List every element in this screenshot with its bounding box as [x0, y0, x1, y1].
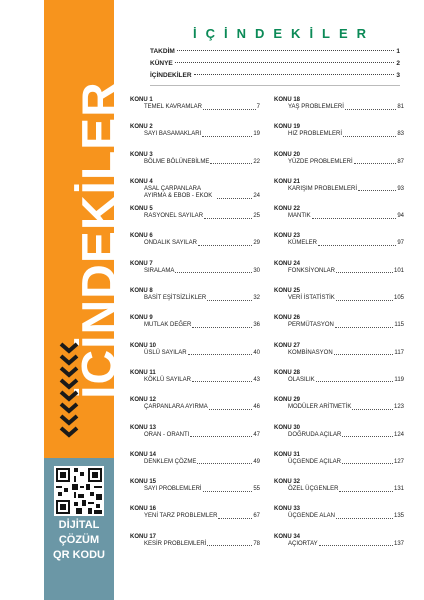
front-matter-row[interactable]	[150, 60, 400, 72]
toc-unit[interactable]	[274, 505, 404, 532]
unit-number: KONU 12	[130, 397, 157, 404]
unit-number: KONU 18	[274, 97, 301, 103]
unit-title: BASİT EŞİTSİZLİKLER	[144, 295, 207, 302]
leader-dots	[335, 327, 394, 328]
page-number: 78	[253, 540, 260, 547]
toc-unit[interactable]	[274, 533, 404, 560]
toc-entry	[130, 159, 260, 167]
unit-title: ONDALIK SAYILAR	[144, 240, 197, 247]
toc-unit[interactable]	[130, 533, 260, 560]
page-number: 83	[397, 131, 404, 138]
page-number: 3	[396, 72, 400, 79]
toc-unit[interactable]	[274, 205, 404, 232]
toc-column-right	[274, 96, 404, 560]
leader-dots	[336, 300, 393, 301]
toc-unit[interactable]	[130, 396, 260, 423]
toc-entry	[130, 295, 260, 303]
unit-number: KONU 31	[274, 451, 301, 458]
toc-entry	[130, 104, 260, 112]
toc-unit[interactable]	[130, 260, 260, 287]
page-number: 101	[393, 267, 404, 274]
toc-entry	[274, 322, 404, 330]
toc-unit[interactable]	[274, 151, 404, 178]
leader-dots	[198, 245, 252, 246]
unit-number: KONU 20	[274, 151, 301, 158]
toc-unit[interactable]	[130, 151, 260, 178]
unit-number: KONU 19	[274, 124, 301, 131]
unit-title: KESİR PROBLEMLERİ	[144, 540, 207, 547]
unit-title: MUTLAK DEĞER	[144, 322, 192, 329]
unit-title: VERİ İSTATİSTİK	[288, 295, 335, 302]
qr-label	[44, 518, 114, 563]
leader-dots	[352, 409, 393, 410]
toc-unit[interactable]	[130, 287, 260, 314]
unit-title: MANTIK	[288, 213, 311, 220]
leader-dots	[190, 436, 252, 437]
toc-unit[interactable]	[274, 178, 404, 205]
unit-title: ÖZEL ÜÇGENLER	[288, 486, 339, 493]
toc-unit[interactable]	[130, 478, 260, 505]
page-number: 43	[253, 376, 260, 383]
chevron-down-icon	[58, 340, 80, 450]
qr-label-line: ÇÖZÜM	[58, 534, 100, 546]
leader-dots	[202, 136, 252, 137]
toc-unit[interactable]	[274, 232, 404, 259]
toc-unit[interactable]	[130, 424, 260, 451]
page-number: 46	[253, 404, 260, 411]
leader-dots	[319, 545, 393, 546]
toc-entry	[130, 268, 260, 276]
toc-entry	[274, 404, 404, 412]
unit-title: ÜÇGENDE AÇILAR	[288, 458, 342, 465]
page-number: 94	[397, 213, 404, 220]
page-title: İÇİNDEKİLER	[193, 26, 376, 41]
toc-entry	[274, 541, 404, 549]
unit-number: KONU 34	[274, 533, 301, 540]
unit-title: ÜSLÜ SAYILAR	[144, 349, 187, 356]
toc-unit[interactable]	[274, 342, 404, 369]
page-number: 19	[253, 131, 260, 138]
toc-unit[interactable]	[274, 287, 404, 314]
unit-title: YENİ TARZ PROBLEMLER	[144, 513, 218, 520]
unit-title: KÜMELER	[288, 240, 318, 247]
leader-dots	[192, 327, 252, 328]
toc-entry	[274, 513, 404, 521]
unit-number: KONU 14	[130, 451, 157, 458]
toc-unit[interactable]	[274, 369, 404, 396]
front-matter-label: KÜNYE	[150, 60, 173, 67]
page-number: 47	[253, 431, 260, 438]
toc-entry	[274, 295, 404, 303]
unit-number: KONU 16	[130, 506, 157, 513]
toc-unit[interactable]	[130, 314, 260, 341]
unit-title: ÜÇGENDE ALAN	[288, 513, 336, 520]
toc-entry	[130, 432, 260, 440]
unit-number: KONU 25	[274, 288, 301, 295]
page-number: 115	[394, 322, 404, 329]
leader-dots	[336, 272, 393, 273]
leader-dots	[207, 300, 252, 301]
page-number: 2	[396, 60, 400, 67]
leader-dots	[194, 74, 395, 75]
page-number: 67	[253, 513, 260, 520]
unit-number: KONU 8	[130, 288, 153, 295]
toc-entry	[130, 377, 260, 385]
toc-entry	[130, 404, 260, 412]
front-matter-row[interactable]	[150, 72, 400, 84]
toc-unit[interactable]	[130, 342, 260, 369]
unit-title: DENKLEM ÇÖZME	[144, 458, 197, 465]
page-number: 30	[253, 267, 260, 274]
page-number: 25	[253, 213, 260, 220]
unit-number: KONU 21	[274, 178, 301, 185]
toc-entry	[274, 459, 404, 467]
leader-dots	[192, 381, 252, 382]
page-number: 123	[393, 404, 404, 411]
unit-title: ORAN - ORANTI	[144, 431, 190, 438]
leader-dots	[316, 381, 394, 382]
front-matter	[150, 48, 400, 84]
leader-dots	[342, 436, 393, 437]
front-matter-row[interactable]	[150, 48, 400, 60]
toc-entry	[130, 213, 260, 221]
toc-entry	[274, 432, 404, 440]
leader-dots	[203, 491, 253, 492]
toc-entry	[274, 131, 404, 139]
toc-unit[interactable]	[130, 205, 260, 232]
page-number: 7	[256, 104, 260, 110]
leader-dots	[339, 491, 393, 492]
page-number: 29	[253, 240, 260, 247]
unit-title: MODÜLER ARİTMETİK	[288, 404, 352, 411]
page-number: 49	[253, 458, 260, 465]
unit-title: HIZ PROBLEMLERİ	[288, 131, 343, 138]
qr-label-line: DİJİTAL	[58, 519, 100, 531]
toc-entry	[274, 186, 404, 194]
toc-unit[interactable]	[130, 232, 260, 259]
leader-dots	[204, 218, 252, 219]
unit-number: KONU 29	[274, 397, 301, 404]
leader-dots	[175, 272, 252, 273]
unit-number: KONU 26	[274, 315, 301, 322]
page-number: 36	[253, 322, 260, 329]
page-number: 24	[253, 193, 260, 200]
unit-title: SIRALAMA	[144, 267, 175, 274]
page-number: 131	[393, 486, 404, 493]
leader-dots	[197, 463, 252, 464]
toc-unit[interactable]	[274, 478, 404, 505]
leader-dots	[354, 163, 397, 164]
toc-unit[interactable]	[130, 178, 260, 205]
toc-entry	[274, 104, 404, 112]
qr-code-icon[interactable]	[54, 466, 104, 516]
toc-entry	[130, 513, 260, 521]
leader-dots	[188, 354, 253, 355]
divider	[150, 85, 400, 86]
page-number: 97	[397, 240, 404, 247]
leader-dots	[218, 518, 252, 519]
toc-entry	[130, 322, 260, 330]
unit-title: KÖKLÜ SAYILAR	[144, 376, 191, 383]
unit-title: ÇARPANLARA AYIRMA	[144, 404, 208, 411]
leader-dots	[336, 518, 393, 519]
toc-entry	[274, 240, 404, 248]
toc-unit[interactable]	[130, 123, 260, 150]
unit-title: RASYONEL SAYILAR	[144, 213, 204, 220]
unit-number: KONU 23	[274, 233, 301, 240]
toc-unit[interactable]	[274, 96, 404, 123]
front-matter-label: İÇİNDEKİLER	[150, 72, 192, 79]
page-number: 119	[394, 376, 404, 383]
toc-unit[interactable]	[274, 424, 404, 451]
unit-title: YAŞ PROBLEMLERİ	[288, 104, 344, 110]
page-number: 81	[397, 104, 404, 110]
leader-dots	[175, 62, 395, 63]
orange-banner	[44, 0, 127, 458]
page-number: 135	[393, 513, 404, 520]
page-number: 40	[253, 349, 260, 356]
leader-dots	[345, 109, 396, 110]
toc-unit[interactable]	[274, 123, 404, 150]
unit-title: PERMÜTASYON	[288, 322, 334, 329]
unit-number: KONU 24	[274, 260, 301, 267]
toc-entry	[274, 377, 404, 385]
leader-dots	[210, 163, 252, 164]
unit-title: DOĞRUDA AÇILAR	[288, 431, 342, 438]
page-number: 32	[253, 295, 260, 302]
toc-entry	[274, 213, 404, 221]
toc-entry	[130, 486, 260, 494]
leader-dots	[318, 245, 396, 246]
unit-number: KONU 32	[274, 479, 301, 486]
page-number: 105	[393, 295, 404, 302]
leader-dots	[203, 109, 256, 110]
page-number: 87	[397, 158, 404, 165]
toc-unit[interactable]	[274, 451, 404, 478]
unit-number: KONU 11	[130, 369, 156, 376]
toc-entry	[274, 350, 404, 358]
toc-unit[interactable]	[130, 369, 260, 396]
vertical-title: İÇİNDEKİLER	[73, 81, 127, 399]
unit-title: SAYI BASAMAKLARI	[144, 131, 202, 138]
toc-entry	[130, 240, 260, 248]
toc-unit[interactable]	[130, 505, 260, 532]
front-matter-label: TAKDİM	[150, 48, 175, 55]
toc-entry	[274, 486, 404, 494]
unit-number: KONU 30	[274, 424, 301, 431]
unit-title: FONKSİYONLAR	[288, 267, 336, 274]
toc-unit[interactable]	[274, 314, 404, 341]
page-number: 137	[393, 540, 404, 547]
page-number: 117	[394, 349, 404, 356]
page-number: 127	[393, 458, 404, 465]
leader-dots	[207, 545, 252, 546]
page-number: 1	[396, 48, 400, 55]
unit-number: KONU 22	[274, 206, 301, 213]
leader-dots	[342, 463, 393, 464]
toc-entry	[274, 159, 404, 167]
leader-dots	[177, 50, 395, 51]
leader-dots	[334, 354, 394, 355]
toc-column-left	[130, 96, 260, 560]
unit-title: BÖLME BÖLÜNEBİLME	[144, 158, 210, 165]
toc-entry	[130, 186, 260, 201]
unit-number: KONU 5	[130, 206, 153, 213]
qr-panel	[44, 458, 114, 600]
leader-dots	[217, 198, 252, 199]
unit-number: KONU 6	[130, 233, 153, 240]
page-number: 22	[253, 158, 260, 165]
toc-unit[interactable]	[274, 396, 404, 423]
unit-title: KARIŞIM PROBLEMLERİ	[288, 185, 358, 192]
unit-number: KONU 7	[130, 260, 153, 267]
unit-number: KONU 9	[130, 315, 153, 322]
unit-title: AÇIORTAY	[288, 540, 318, 547]
unit-number: KONU 17	[130, 533, 157, 540]
unit-number: KONU 10	[130, 342, 157, 349]
unit-title: YÜZDE PROBLEMLERİ	[288, 158, 353, 165]
page-number: 55	[253, 486, 260, 493]
toc-entry	[130, 541, 260, 549]
leader-dots	[209, 409, 253, 410]
toc-unit[interactable]	[130, 96, 260, 123]
unit-title: TEMEL KAVRAMLAR	[144, 104, 203, 110]
unit-number: KONU 28	[274, 369, 301, 376]
unit-number: KONU 13	[130, 424, 157, 431]
unit-title: KOMBİNASYON	[288, 349, 333, 356]
unit-number: KONU 4	[130, 178, 153, 185]
unit-number: KONU 3	[130, 151, 153, 158]
unit-number: KONU 33	[274, 506, 301, 513]
leader-dots	[358, 190, 396, 191]
page-number: 124	[393, 431, 404, 438]
unit-number: KONU 27	[274, 342, 301, 349]
page-number: 93	[397, 185, 404, 192]
toc-unit[interactable]	[130, 451, 260, 478]
unit-number: KONU 2	[130, 124, 153, 131]
toc-unit[interactable]	[274, 260, 404, 287]
unit-title: ASAL ÇARPANLARA AYIRMA & EBOB - EKOK	[144, 185, 213, 200]
toc-entry	[274, 268, 404, 276]
sidebar	[44, 0, 127, 600]
unit-title: OLASILIK	[288, 376, 315, 383]
leader-dots	[343, 136, 396, 137]
leader-dots	[312, 218, 397, 219]
unit-title: SAYI PROBLEMLERİ	[144, 486, 202, 493]
unit-number: KONU 15	[130, 479, 157, 486]
qr-label-line: QR KODU	[53, 549, 105, 561]
toc-entry	[130, 459, 260, 467]
unit-number: KONU 1	[130, 97, 153, 103]
toc-entry	[130, 350, 260, 358]
toc-entry	[130, 131, 260, 139]
